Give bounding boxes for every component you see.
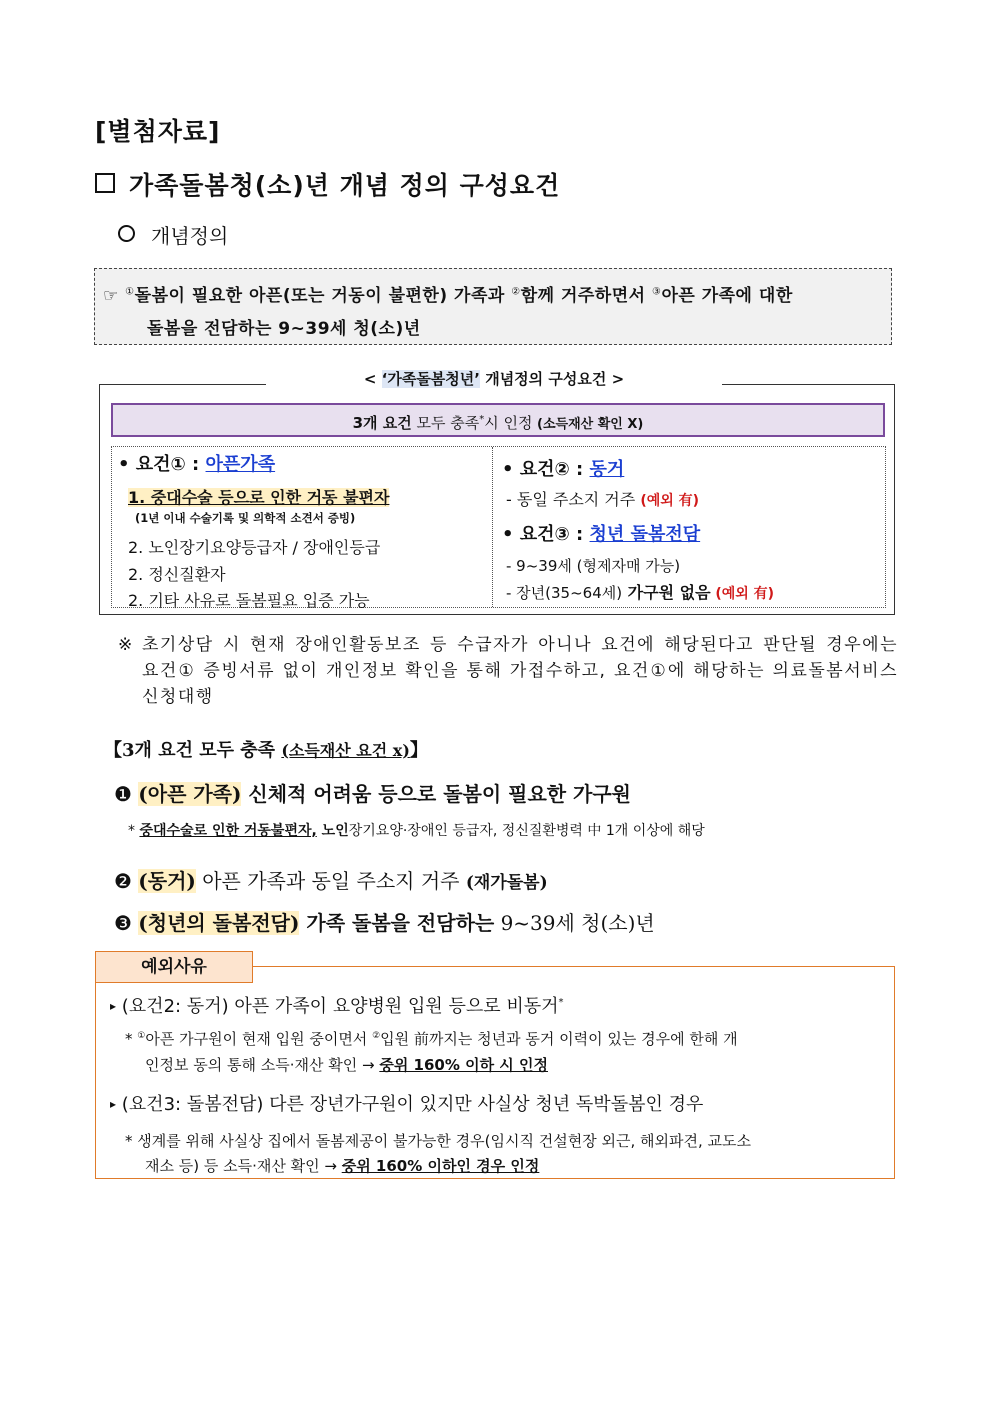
circled-number: ② (372, 1031, 381, 1041)
title-bracket: > (606, 370, 625, 388)
req3-heading (502, 520, 700, 546)
req2-exception: (예외 有) (640, 493, 700, 509)
req3-item-1: - 9~39세 (형제자매 가능) (506, 557, 681, 575)
note-part: 아픈 가구원이 현재 입원 중이면서 (145, 1030, 373, 1048)
circled-number: ③ (651, 286, 662, 298)
banner-count: 3개 요건 (352, 414, 412, 432)
criterion-2-text: 아픈 가족과 동일 주소지 거주 (195, 869, 466, 893)
circle-bullet-icon (118, 225, 135, 242)
req1-item-1 (128, 485, 389, 508)
note-star: * (125, 1030, 138, 1048)
criterion-2-key: (동거) (138, 869, 196, 893)
title-bracket: < (363, 370, 382, 388)
exception-item-2-text: (요건3: 돌봄전담) 다른 장년가구원이 있지만 사실상 청년 독박돌봄인 경우 (121, 1094, 704, 1115)
reference-mark-icon: ※ (118, 635, 133, 655)
definition-part-1: 돌봄이 필요한 아픈(또는 거동이 불편한) 가족과 (134, 286, 505, 306)
criterion-2-tail: (재가돌봄) (465, 873, 548, 893)
req1-heading (118, 450, 275, 476)
triangle-bullet-icon: ▸ (110, 1097, 117, 1111)
criterion-1-key: (아픈 가족) (138, 782, 242, 806)
column-divider (492, 447, 493, 607)
req2-item (506, 487, 699, 510)
criterion-2-number: ❷ (114, 869, 132, 893)
all-three-heading (104, 736, 428, 762)
req2-label: • 요건② : (502, 459, 590, 480)
exception-item-2 (110, 1090, 703, 1116)
note-text: 초기상담 시 현재 장애인활동보조 등 수급자가 아니나 요건에 해당된다고 판단될 경우에는 요건① 증빙서류 없이 개인정보 확인을 통해 가접수하고, 요건①에 해당하는 의료돌봄서비스 신청대행 (142, 635, 898, 707)
exception-item-1-star: * (558, 997, 564, 1008)
criterion-3 (114, 907, 655, 936)
definition-part-2: 함께 거주하면서 (520, 286, 646, 306)
req1-item-2: 2. 노인장기요양등급자 / 장애인등급 (128, 538, 381, 557)
note-bold: 노인 (316, 823, 349, 839)
exception-item-1-note-line-1 (125, 1028, 738, 1049)
note-part: 재소 등) 등 소득·재산 확인 → (145, 1157, 342, 1175)
note-part: 인정보 동의 통해 소득·재산 확인 → (145, 1056, 380, 1074)
note-part: 입원 前까지는 청년과 동거 이력이 있는 경우에 한해 개 (380, 1030, 738, 1048)
req1-item-1-text: 1. 중대수술 등으로 인한 거동 불편자 (128, 488, 390, 507)
req3-label: • 요건③ : (502, 524, 590, 545)
exceptions-tab: 예외사유 (95, 951, 253, 983)
definition-line-2: 돌봄을 전담하는 9~39세 청(소)년 (147, 319, 421, 339)
checkbox-square-icon (95, 173, 115, 193)
exception-item-1-text: (요건2: 동거) 아픈 가족이 요양병원 입원 등으로 비동거 (121, 996, 559, 1017)
pointing-hand-icon: ☞ (103, 286, 119, 306)
req3-item-2-none: 가구원 없음 (622, 583, 711, 602)
note-underlined: 중대수술로 인한 거동불편자, (139, 823, 317, 839)
title-rest: 개념정의 구성요건 (479, 370, 607, 388)
criterion-3-key: (청년의 돌봄전담) (138, 911, 300, 935)
exception-item-2-note-line-1: * 생계를 위해 사실상 집에서 돌봄제공이 불가능한 경우(임시직 건설현장 외근, 해외파견, 교도소 (125, 1132, 751, 1150)
circled-number: ① (125, 286, 135, 298)
circled-number: ② (511, 286, 521, 298)
criterion-1-text: 신체적 어려움 등으로 돌봄이 필요한 가구원 (241, 782, 632, 806)
note-emphasis: 중위 160% 이하인 경우 인정 (341, 1157, 540, 1175)
req3-exception: (예외 有) (715, 586, 775, 602)
req2-heading (502, 455, 624, 481)
req2-value: 동거 (589, 459, 625, 480)
req1-item-4: 2. 기타 사유로 돌봄필요 입증 가능 (128, 591, 370, 610)
banner-star: * (479, 414, 485, 425)
criterion-1-note (128, 820, 705, 840)
components-title (266, 366, 722, 391)
req1-item-3: 2. 정신질환자 (128, 565, 226, 584)
criterion-3-bold: 가족 돌봄을 전담하는 (299, 911, 495, 935)
section-title (95, 166, 560, 202)
definition-box (94, 268, 892, 345)
title-quoted: ‘가족돌봄청년’ (381, 370, 480, 388)
note-emphasis: 중위 160% 이하 시 인정 (379, 1056, 548, 1074)
exception-item-2-note-line-2 (145, 1155, 539, 1176)
req2-item-text: - 동일 주소지 거주 (506, 490, 636, 509)
req1-item-1-note: (1년 이내 수술기록 및 의학적 소견서 증빙) (135, 511, 356, 525)
section-title-text: 가족돌봄청(소)년 개념 정의 구성요건 (129, 171, 561, 200)
circled-number: ① (137, 1031, 146, 1041)
banner-income: (소득재산 확인 X) (532, 417, 644, 432)
attachment-title: [별첨자료] (95, 117, 221, 146)
all-requirements-banner (111, 403, 885, 437)
note-star: * (128, 823, 135, 839)
bracket-close: 】 (409, 740, 428, 761)
bracket-open: 【 (104, 740, 122, 761)
subsection-title (118, 220, 228, 249)
definition-part-3: 아픈 가족에 대한 (661, 286, 793, 306)
banner-accept: 시 인정 (484, 414, 533, 432)
criterion-1 (114, 778, 631, 807)
req3-item-2 (506, 580, 774, 603)
triangle-bullet-icon: ▸ (110, 999, 117, 1013)
all-three-text: 3개 요건 모두 충족 (122, 740, 276, 761)
criterion-3-text: 9~39세 청(소)년 (494, 911, 655, 935)
definition-line-1 (103, 281, 793, 306)
all-three-paren: (소득재산 요건 x) (281, 741, 410, 760)
req1-value: 아픈가족 (205, 454, 276, 475)
note-paragraph (118, 632, 898, 710)
req3-item-2-age: - 장년(35~64세) (506, 584, 623, 602)
criterion-1-number: ❶ (114, 782, 132, 806)
criterion-3-number: ❸ (114, 911, 132, 935)
criterion-2 (114, 865, 548, 894)
req1-label: • 요건① : (118, 454, 206, 475)
req3-value: 청년 돌봄전담 (589, 524, 701, 545)
banner-met: 모두 충족 (411, 414, 480, 432)
subsection-title-text: 개념정의 (151, 224, 229, 248)
exception-item-1 (110, 992, 564, 1018)
note-rest: 장기요양·장애인 등급자, 정신질환병력 中 1개 이상에 해당 (348, 823, 705, 839)
exception-item-1-note-line-2 (145, 1054, 548, 1075)
